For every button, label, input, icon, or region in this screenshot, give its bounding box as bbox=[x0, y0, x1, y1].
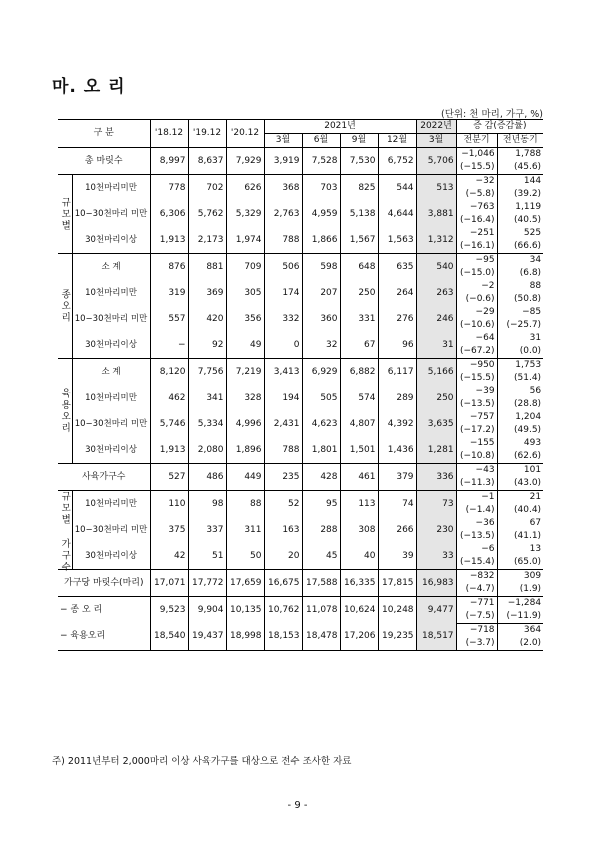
cell-change-year: 88 bbox=[497, 280, 543, 293]
cell-value: 88 bbox=[226, 491, 264, 518]
cell-value: 110 bbox=[150, 491, 188, 518]
cell-value: 1,913 bbox=[150, 437, 188, 464]
row-label-farm_large: 30천마리이상 bbox=[72, 543, 150, 570]
cell-rate-quarter: (−7.5) bbox=[456, 610, 497, 624]
cell-value: 825 bbox=[340, 175, 378, 202]
cell-value: 7,929 bbox=[226, 148, 264, 175]
cell-rate-quarter: (−4.7) bbox=[456, 583, 497, 597]
table-row bbox=[58, 491, 543, 505]
cell-change-year: 101 bbox=[497, 464, 543, 478]
cell-value: 428 bbox=[302, 464, 340, 491]
cell-value: 1,563 bbox=[378, 227, 416, 254]
cell-value: 45 bbox=[302, 543, 340, 570]
cell-value: 98 bbox=[188, 491, 226, 518]
group-label-native: 종오리 bbox=[58, 254, 72, 359]
cell-value: 11,078 bbox=[302, 597, 340, 624]
cell-value: 31 bbox=[416, 332, 456, 359]
cell-rate-quarter: (−15.5) bbox=[456, 161, 497, 175]
cell-change-quarter: −2 bbox=[456, 280, 497, 293]
cell-rate-year: (66.6) bbox=[497, 240, 543, 254]
cell-value: 266 bbox=[378, 517, 416, 543]
cell-value: 39 bbox=[378, 543, 416, 570]
group-label-farm_size: 규모별 가구수 bbox=[59, 491, 71, 573]
header-month: 9월 bbox=[340, 134, 378, 148]
cell-value: 5,329 bbox=[226, 201, 264, 227]
cell-change-quarter: −832 bbox=[456, 570, 497, 584]
cell-change-quarter: −43 bbox=[456, 464, 497, 478]
row-label-broiler_large: 30천마리이상 bbox=[72, 437, 150, 464]
cell-change-year: 309 bbox=[497, 570, 543, 584]
row-label-broiler_small: 10천마리미만 bbox=[85, 392, 137, 403]
cell-rate-quarter: (−16.1) bbox=[456, 240, 497, 254]
cell-value: 648 bbox=[340, 254, 378, 281]
header-2019: '19.12 bbox=[188, 120, 226, 148]
cell-value: 337 bbox=[188, 517, 226, 543]
cell-value: 598 bbox=[302, 254, 340, 281]
cell-rate-quarter: (−0.6) bbox=[456, 293, 497, 306]
cell-value: 5,762 bbox=[188, 201, 226, 227]
row-label-per_farm_broiler: − 육용오리 bbox=[58, 624, 150, 651]
page-number: - 9 - bbox=[287, 800, 308, 811]
cell-value: 250 bbox=[340, 280, 378, 306]
cell-change-quarter: −718 bbox=[456, 624, 497, 638]
cell-value: − bbox=[150, 332, 188, 359]
table-row bbox=[58, 332, 543, 345]
cell-value: 6,882 bbox=[340, 359, 378, 386]
cell-value: 10,248 bbox=[378, 597, 416, 624]
cell-value: 17,772 bbox=[188, 570, 226, 597]
cell-change-quarter: −32 bbox=[456, 175, 497, 189]
cell-value: 9,904 bbox=[188, 597, 226, 624]
row-label-native_large: 30천마리이상 bbox=[72, 332, 150, 359]
table-row bbox=[58, 597, 543, 611]
cell-value: 246 bbox=[416, 306, 456, 332]
table-row bbox=[58, 411, 543, 424]
cell-value: 6,306 bbox=[150, 201, 188, 227]
header-month: 12월 bbox=[378, 134, 416, 148]
cell-rate-quarter: (−3.7) bbox=[456, 637, 497, 651]
header-2020: '20.12 bbox=[226, 120, 264, 148]
cell-value: 540 bbox=[416, 254, 456, 281]
cell-value: 379 bbox=[378, 464, 416, 491]
cell-value: 18,153 bbox=[264, 624, 302, 651]
cell-rate-quarter: (−13.5) bbox=[456, 530, 497, 543]
unit-note: (단위: 천 마리, 가구, %) bbox=[441, 109, 543, 120]
cell-change-year: 31 bbox=[497, 332, 543, 345]
row-label-farm_mid: 10−30천마리 미만 bbox=[74, 524, 148, 535]
cell-value: 5,706 bbox=[416, 148, 456, 175]
cell-value: 2,080 bbox=[188, 437, 226, 464]
cell-value: 18,540 bbox=[150, 624, 188, 651]
cell-value: 7,530 bbox=[340, 148, 378, 175]
table-row bbox=[58, 227, 543, 240]
header-2018: '18.12 bbox=[150, 120, 188, 148]
table-row bbox=[58, 306, 543, 319]
cell-value: 449 bbox=[226, 464, 264, 491]
cell-value: 96 bbox=[378, 332, 416, 359]
cell-value: 356 bbox=[226, 306, 264, 332]
cell-value: 2,431 bbox=[264, 411, 302, 437]
row-label-broiler_subtotal: 소 계 bbox=[101, 366, 121, 377]
cell-value: 19,437 bbox=[188, 624, 226, 651]
cell-value: 308 bbox=[340, 517, 378, 543]
cell-change-year: 21 bbox=[497, 491, 543, 505]
cell-value: 544 bbox=[378, 175, 416, 202]
row-label-total_farms: 사육가구수 bbox=[58, 464, 150, 491]
table-row bbox=[58, 570, 543, 584]
header-change: 증 감(증감률) bbox=[456, 120, 543, 134]
cell-value: 16,335 bbox=[340, 570, 378, 597]
cell-change-quarter: −29 bbox=[456, 306, 497, 319]
header-prev-quarter: 전분기 bbox=[456, 134, 497, 148]
cell-rate-quarter: (−67.2) bbox=[456, 345, 497, 359]
table-row bbox=[58, 464, 543, 478]
cell-value: 626 bbox=[226, 175, 264, 202]
cell-value: 1,436 bbox=[378, 437, 416, 464]
row-label-size_large: 30천마리이상 bbox=[72, 227, 150, 254]
cell-value: 311 bbox=[226, 517, 264, 543]
cell-value: 6,752 bbox=[378, 148, 416, 175]
cell-value: 163 bbox=[264, 517, 302, 543]
cell-value: 7,756 bbox=[188, 359, 226, 386]
cell-rate-year: (6.8) bbox=[497, 267, 543, 280]
cell-value: 305 bbox=[226, 280, 264, 306]
cell-change-year: 67 bbox=[497, 517, 543, 530]
table-row bbox=[58, 148, 543, 162]
footnote: 주) 2011년부터 2,000마리 이상 사육가구를 대상으로 전수 조사한 자료 bbox=[52, 756, 352, 767]
table-row bbox=[58, 385, 543, 398]
header-2022: 2022년 bbox=[416, 120, 456, 134]
cell-value: 881 bbox=[188, 254, 226, 281]
cell-value: 32 bbox=[302, 332, 340, 359]
cell-value: 10,624 bbox=[340, 597, 378, 624]
cell-value: 4,807 bbox=[340, 411, 378, 437]
row-label-native_mid: 10−30천마리 미만 bbox=[74, 313, 148, 324]
cell-change-quarter: −1 bbox=[456, 491, 497, 505]
cell-value: 10,762 bbox=[264, 597, 302, 624]
cell-value: 18,517 bbox=[416, 624, 456, 651]
cell-value: 462 bbox=[150, 385, 188, 411]
cell-value: 3,919 bbox=[264, 148, 302, 175]
cell-value: 73 bbox=[416, 491, 456, 518]
cell-change-quarter: −155 bbox=[456, 437, 497, 450]
cell-rate-quarter: (−1.4) bbox=[456, 504, 497, 517]
cell-value: 702 bbox=[188, 175, 226, 202]
cell-rate-quarter: (−11.3) bbox=[456, 477, 497, 491]
cell-rate-year: (−25.7) bbox=[497, 319, 543, 332]
cell-rate-year: (−11.9) bbox=[497, 610, 543, 624]
cell-value: 235 bbox=[264, 464, 302, 491]
cell-change-year: 364 bbox=[497, 624, 543, 638]
cell-rate-quarter: (−15.5) bbox=[456, 372, 497, 385]
table-row bbox=[58, 624, 543, 638]
cell-rate-year: (40.5) bbox=[497, 214, 543, 227]
cell-value: 1,866 bbox=[302, 227, 340, 254]
cell-change-year: 1,204 bbox=[497, 411, 543, 424]
cell-rate-year: (41.1) bbox=[497, 530, 543, 543]
cell-rate-quarter: (−15.0) bbox=[456, 267, 497, 280]
cell-value: 7,219 bbox=[226, 359, 264, 386]
cell-change-quarter: −950 bbox=[456, 359, 497, 373]
cell-value: 635 bbox=[378, 254, 416, 281]
cell-value: 9,523 bbox=[150, 597, 188, 624]
cell-value: 263 bbox=[416, 280, 456, 306]
cell-value: 230 bbox=[416, 517, 456, 543]
cell-value: 1,281 bbox=[416, 437, 456, 464]
cell-value: 527 bbox=[150, 464, 188, 491]
row-label-total_ducks: 총 마릿수 bbox=[58, 148, 150, 175]
cell-value: 1,913 bbox=[150, 227, 188, 254]
cell-change-quarter: −757 bbox=[456, 411, 497, 424]
cell-value: 6,929 bbox=[302, 359, 340, 386]
cell-change-year: 1,753 bbox=[497, 359, 543, 373]
cell-value: 67 bbox=[340, 332, 378, 359]
cell-change-quarter: −763 bbox=[456, 201, 497, 214]
cell-value: 331 bbox=[340, 306, 378, 332]
cell-change-year: 13 bbox=[497, 543, 543, 556]
table-row bbox=[58, 437, 543, 450]
cell-value: 486 bbox=[188, 464, 226, 491]
cell-value: 328 bbox=[226, 385, 264, 411]
cell-value: 17,659 bbox=[226, 570, 264, 597]
cell-change-year: 56 bbox=[497, 385, 543, 398]
row-label-native_subtotal: 소 계 bbox=[101, 261, 121, 272]
cell-value: 0 bbox=[264, 332, 302, 359]
cell-value: 2,173 bbox=[188, 227, 226, 254]
cell-rate-year: (28.8) bbox=[497, 398, 543, 411]
cell-change-year: 525 bbox=[497, 227, 543, 240]
cell-value: 341 bbox=[188, 385, 226, 411]
row-label-size_mid: 10−30천마리 미만 bbox=[74, 208, 148, 219]
cell-value: 16,983 bbox=[416, 570, 456, 597]
cell-value: 703 bbox=[302, 175, 340, 202]
cell-change-year: 1,119 bbox=[497, 201, 543, 214]
cell-value: 17,815 bbox=[378, 570, 416, 597]
cell-value: 1,501 bbox=[340, 437, 378, 464]
table-row bbox=[58, 517, 543, 530]
cell-value: 505 bbox=[302, 385, 340, 411]
table-row bbox=[58, 359, 543, 373]
cell-value: 50 bbox=[226, 543, 264, 570]
cell-value: 17,206 bbox=[340, 624, 378, 651]
table-row bbox=[58, 280, 543, 293]
cell-value: 194 bbox=[264, 385, 302, 411]
cell-value: 1,801 bbox=[302, 437, 340, 464]
cell-rate-quarter: (−16.4) bbox=[456, 214, 497, 227]
cell-rate-year: (62.6) bbox=[497, 450, 543, 464]
cell-value: 788 bbox=[264, 437, 302, 464]
cell-value: 2,763 bbox=[264, 201, 302, 227]
cell-value: 17,071 bbox=[150, 570, 188, 597]
row-label-per_farm_native: − 종 오 리 bbox=[60, 604, 103, 615]
cell-change-quarter: −64 bbox=[456, 332, 497, 345]
cell-value: 289 bbox=[378, 385, 416, 411]
cell-value: 369 bbox=[188, 280, 226, 306]
cell-rate-year: (40.4) bbox=[497, 504, 543, 517]
cell-value: 51 bbox=[188, 543, 226, 570]
table-row bbox=[58, 543, 543, 556]
cell-value: 1,974 bbox=[226, 227, 264, 254]
cell-rate-year: (50.8) bbox=[497, 293, 543, 306]
cell-value: 5,138 bbox=[340, 201, 378, 227]
table-header bbox=[58, 120, 543, 148]
cell-value: 10,135 bbox=[226, 597, 264, 624]
header-month: 3월 bbox=[264, 134, 302, 148]
row-label-farm_small: 10천마리미만 bbox=[85, 498, 137, 509]
cell-change-quarter: −6 bbox=[456, 543, 497, 556]
cell-change-year: 144 bbox=[497, 175, 543, 189]
cell-value: 207 bbox=[302, 280, 340, 306]
cell-value: 3,881 bbox=[416, 201, 456, 227]
cell-value: 49 bbox=[226, 332, 264, 359]
cell-value: 113 bbox=[340, 491, 378, 518]
cell-change-year: −1,284 bbox=[497, 597, 543, 611]
cell-value: 319 bbox=[150, 280, 188, 306]
cell-change-year: 1,788 bbox=[497, 148, 543, 162]
cell-value: 336 bbox=[416, 464, 456, 491]
cell-value: 375 bbox=[150, 517, 188, 543]
cell-value: 4,644 bbox=[378, 201, 416, 227]
cell-value: 8,997 bbox=[150, 148, 188, 175]
header-2021: 2021년 bbox=[264, 120, 416, 134]
cell-value: 264 bbox=[378, 280, 416, 306]
cell-value: 18,478 bbox=[302, 624, 340, 651]
cell-rate-year: (43.0) bbox=[497, 477, 543, 491]
cell-value: 5,334 bbox=[188, 411, 226, 437]
cell-value: 8,637 bbox=[188, 148, 226, 175]
cell-change-quarter: −36 bbox=[456, 517, 497, 530]
cell-value: 288 bbox=[302, 517, 340, 543]
cell-value: 250 bbox=[416, 385, 456, 411]
cell-value: 3,413 bbox=[264, 359, 302, 386]
cell-change-quarter: −251 bbox=[456, 227, 497, 240]
cell-rate-quarter: (−15.4) bbox=[456, 556, 497, 570]
cell-change-quarter: −39 bbox=[456, 385, 497, 398]
cell-change-year: 34 bbox=[497, 254, 543, 268]
section-title: 마. 오 리 bbox=[52, 77, 126, 97]
group-label-size: 규모별 bbox=[58, 175, 72, 254]
cell-value: 461 bbox=[340, 464, 378, 491]
cell-value: 368 bbox=[264, 175, 302, 202]
cell-value: 5,166 bbox=[416, 359, 456, 386]
cell-value: 174 bbox=[264, 280, 302, 306]
cell-rate-quarter: (−17.2) bbox=[456, 424, 497, 437]
cell-value: 16,675 bbox=[264, 570, 302, 597]
cell-value: 92 bbox=[188, 332, 226, 359]
cell-value: 6,117 bbox=[378, 359, 416, 386]
cell-value: 557 bbox=[150, 306, 188, 332]
cell-value: 7,528 bbox=[302, 148, 340, 175]
cell-rate-year: (2.0) bbox=[497, 637, 543, 651]
cell-value: 4,392 bbox=[378, 411, 416, 437]
group-label-broiler: 육용오리 bbox=[58, 359, 72, 464]
table-row bbox=[58, 175, 543, 189]
cell-value: 4,996 bbox=[226, 411, 264, 437]
row-label-native_small: 10천마리미만 bbox=[85, 287, 137, 298]
cell-value: 360 bbox=[302, 306, 340, 332]
cell-value: 18,998 bbox=[226, 624, 264, 651]
cell-change-quarter: −1,046 bbox=[456, 148, 497, 162]
cell-value: 17,588 bbox=[302, 570, 340, 597]
cell-value: 4,623 bbox=[302, 411, 340, 437]
cell-rate-year: (51.4) bbox=[497, 372, 543, 385]
cell-value: 3,635 bbox=[416, 411, 456, 437]
cell-value: 574 bbox=[340, 385, 378, 411]
cell-value: 33 bbox=[416, 543, 456, 570]
cell-change-year: −85 bbox=[497, 306, 543, 319]
table-row bbox=[58, 201, 543, 214]
cell-value: 4,959 bbox=[302, 201, 340, 227]
cell-rate-year: (0.0) bbox=[497, 345, 543, 359]
row-label-size_small: 10천마리미만 bbox=[85, 182, 137, 193]
cell-value: 1,896 bbox=[226, 437, 264, 464]
table-body bbox=[58, 148, 543, 651]
cell-rate-year: (1.9) bbox=[497, 583, 543, 597]
cell-value: 74 bbox=[378, 491, 416, 518]
duck-statistics-table bbox=[58, 119, 543, 651]
cell-value: 40 bbox=[340, 543, 378, 570]
cell-value: 9,477 bbox=[416, 597, 456, 624]
cell-value: 513 bbox=[416, 175, 456, 202]
header-prev-year: 전년동기 bbox=[497, 134, 543, 148]
header-category: 구 분 bbox=[58, 120, 150, 148]
cell-value: 20 bbox=[264, 543, 302, 570]
cell-value: 332 bbox=[264, 306, 302, 332]
cell-rate-quarter: (−10.6) bbox=[456, 319, 497, 332]
cell-value: 788 bbox=[264, 227, 302, 254]
cell-value: 420 bbox=[188, 306, 226, 332]
cell-value: 709 bbox=[226, 254, 264, 281]
cell-value: 506 bbox=[264, 254, 302, 281]
table-row bbox=[58, 254, 543, 268]
header-2022-month: 3월 bbox=[416, 134, 456, 148]
cell-value: 5,746 bbox=[150, 411, 188, 437]
row-label-broiler_mid: 10−30천마리 미만 bbox=[74, 418, 148, 429]
cell-rate-quarter: (−13.5) bbox=[456, 398, 497, 411]
cell-value: 1,312 bbox=[416, 227, 456, 254]
cell-rate-year: (45.6) bbox=[497, 161, 543, 175]
cell-value: 1,567 bbox=[340, 227, 378, 254]
cell-value: 52 bbox=[264, 491, 302, 518]
cell-rate-year: (49.5) bbox=[497, 424, 543, 437]
header-month: 6월 bbox=[302, 134, 340, 148]
cell-rate-quarter: (−5.8) bbox=[456, 188, 497, 201]
cell-change-year: 493 bbox=[497, 437, 543, 450]
cell-value: 19,235 bbox=[378, 624, 416, 651]
cell-value: 276 bbox=[378, 306, 416, 332]
cell-change-quarter: −95 bbox=[456, 254, 497, 268]
cell-rate-year: (65.0) bbox=[497, 556, 543, 570]
cell-change-quarter: −771 bbox=[456, 597, 497, 611]
cell-value: 876 bbox=[150, 254, 188, 281]
cell-value: 8,120 bbox=[150, 359, 188, 386]
cell-value: 95 bbox=[302, 491, 340, 518]
cell-value: 42 bbox=[150, 543, 188, 570]
cell-rate-year: (39.2) bbox=[497, 188, 543, 201]
cell-value: 778 bbox=[150, 175, 188, 202]
row-label-per_farm: 가구당 마릿수(마리) bbox=[58, 570, 150, 597]
cell-rate-quarter: (−10.8) bbox=[456, 450, 497, 464]
